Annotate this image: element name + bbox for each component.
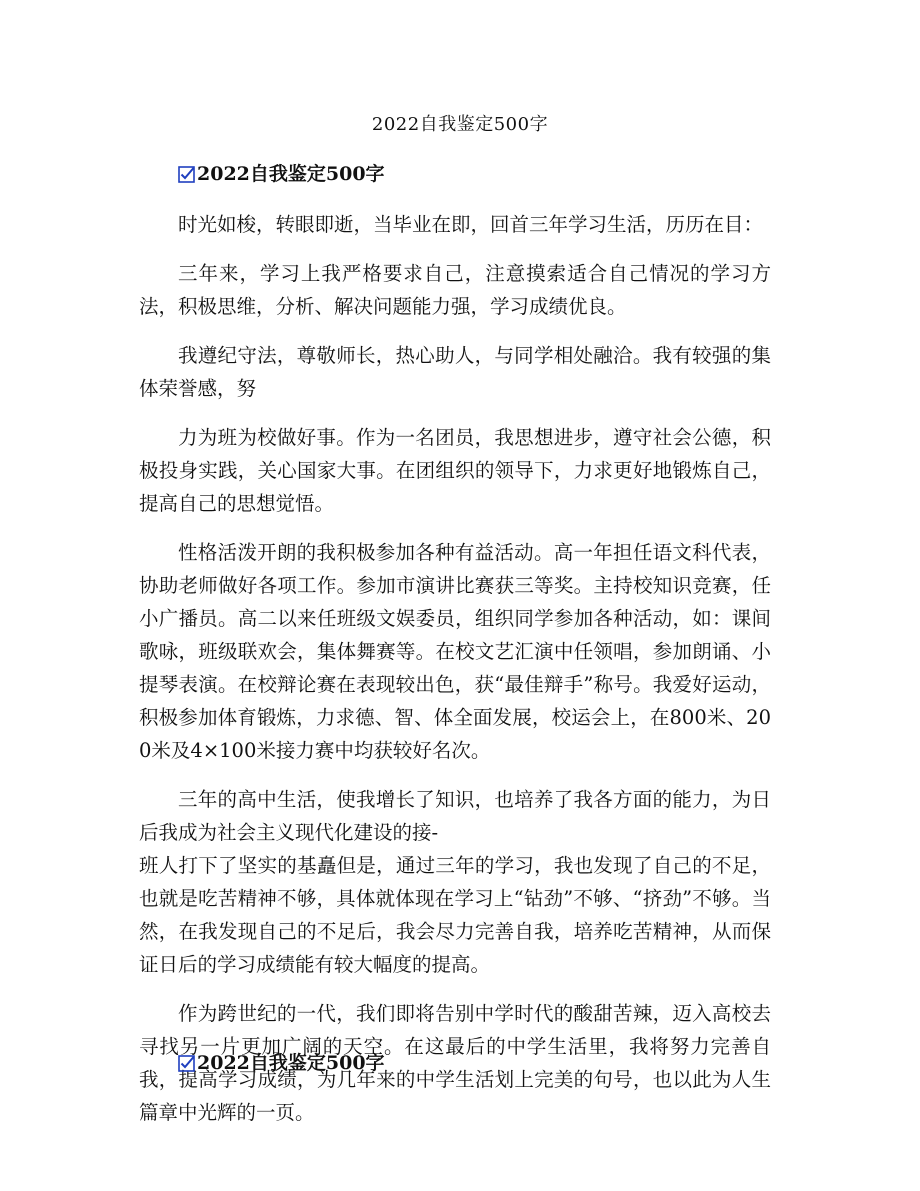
paragraph-2: 三年来，学习上我严格要求自己，注意摸索适合自己情况的学习方法，积极思维，分析、解决问题能力强，学习成绩优良。 <box>139 262 771 318</box>
document-body <box>139 208 771 1145</box>
checkbox-checked-icon <box>178 1055 195 1072</box>
paragraph-6: 三年的高中生活，使我增长了知识，也培养了我各方面的能力，为日后我成为社会主义现代化建设的接- <box>139 788 771 844</box>
paragraph-1: 时光如梭，转眼即逝，当毕业在即，回首三年学习生活，历历在目： <box>178 213 764 236</box>
paragraph-8: 作为跨世纪的一代，我们即将告别中学时代的酸甜苦辣，迈入高校去寻找另一片更加广阔的天空。在这最后的中学生活里，我将努力完善自我，提高学习成绩，为几年来的中学生活划上完美的句号，也以此为人生篇章中光辉的一页。 <box>139 1002 771 1124</box>
paragraph-5: 性格活泼开朗的我积极参加各种有益活动。高一年担任语文科代表，协助老师做好各项工作。参加市演讲比赛获三等奖。主持校知识竞赛，任小广播员。高二以来任班级文娱委员，组织同学参加各种活动，如：课间歌咏，班级联欢会，集体舞赛等。在校文艺汇演中任领唱，参加朗诵、小提琴表演。在校辩论赛在表现较出色，获“最佳辩手”称号。我爱好运动，积极参加体育锻炼，力求德、智、体全面发展，校运会上，在800米、200米及4×100米接力赛中均获较好名次。 <box>139 541 771 762</box>
section-heading-2 <box>178 1050 385 1076</box>
paragraph-7: 班人打下了坚实的基矗但是，通过三年的学习，我也发现了自己的不足，也就是吃苦精神不够，具体就体现在学习上“钻劲”不够、“挤劲”不够。当然，在我发现自己的不足后，我会尽力完善自我，培养吃苦精神，从而保证日后的学习成绩能有较大幅度的提高。 <box>139 854 771 976</box>
paragraph-3: 我遵纪守法，尊敬师长，热心助人，与同学相处融洽。我有较强的集体荣誉感，努 <box>139 344 771 400</box>
document-title: 2022自我鉴定500字 <box>371 114 549 135</box>
section-heading-text: 2022自我鉴定500字 <box>197 1052 385 1074</box>
checkbox-checked-icon <box>178 166 195 183</box>
section-heading-text: 2022自我鉴定500字 <box>197 163 385 185</box>
section-heading-1 <box>178 161 385 187</box>
paragraph-4: 力为班为校做好事。作为一名团员，我思想进步，遵守社会公德，积极投身实践，关心国家大事。在团组织的领导下，力求更好地锻炼自己，提高自己的思想觉悟。 <box>139 426 771 515</box>
